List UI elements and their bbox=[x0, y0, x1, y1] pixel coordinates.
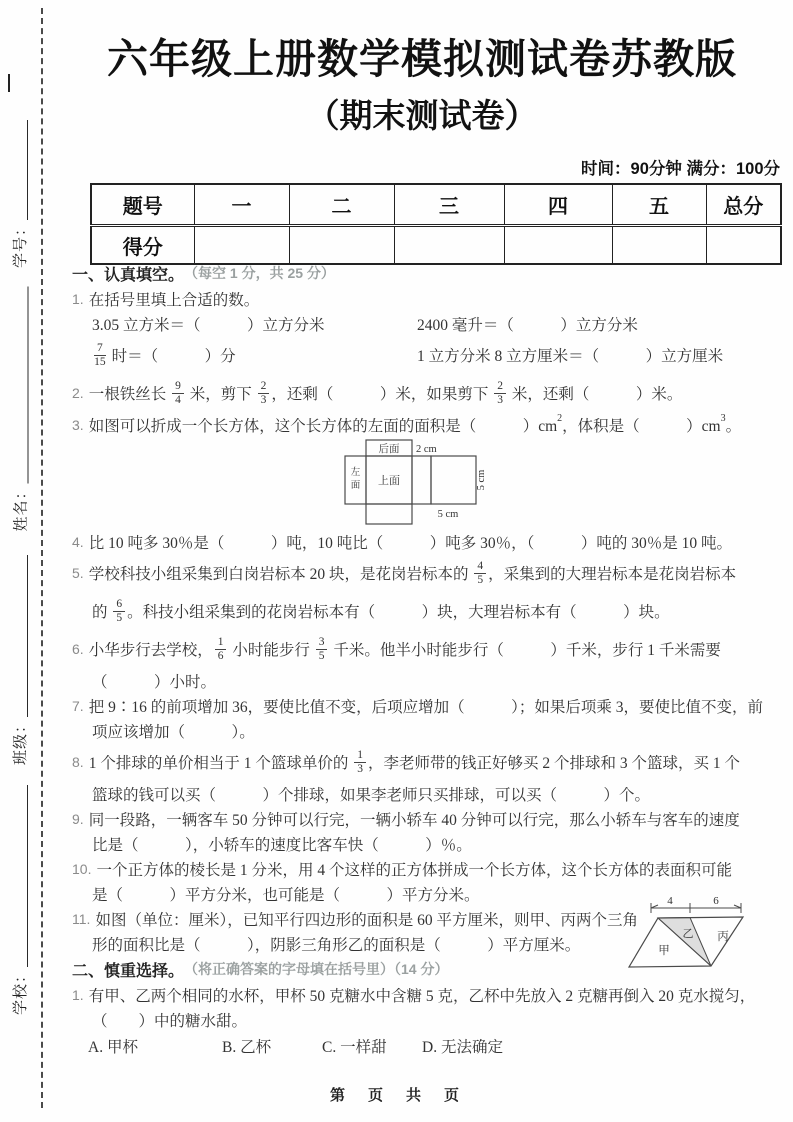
net-left-face-char1: 左 bbox=[350, 468, 361, 478]
fraction-numerator: 7 bbox=[94, 342, 106, 356]
fraction-numerator: 2 bbox=[258, 380, 270, 394]
score-cell bbox=[504, 226, 612, 265]
question-text: 篮球的钱可以买（ ）个排球，如果李老师只买排球，可以买（ ）个。 bbox=[92, 786, 651, 804]
exam-info: 时间：90分钟 满分：100分 bbox=[581, 160, 780, 178]
question-text: 一个正方体的棱长是 1 分米，用 4 个这样的正方体拼成一个长方体，这个长方体的表面积可能 bbox=[96, 861, 732, 879]
question-number: 6. bbox=[72, 641, 84, 657]
parallelogram-figure bbox=[624, 890, 789, 990]
question-line bbox=[72, 718, 786, 743]
fraction-denominator: 3 bbox=[260, 393, 267, 406]
question-line bbox=[72, 374, 786, 412]
question-column bbox=[417, 344, 723, 366]
page-footer: 第 页 共 页 bbox=[329, 1087, 463, 1104]
school-label: 学校： bbox=[13, 966, 29, 1015]
fraction-numerator: 1 bbox=[354, 749, 366, 763]
fraction-denominator: 5 bbox=[318, 649, 325, 662]
question-text: 千米。他半小时能步行（ ）千米，步行 1 千米需要 bbox=[329, 642, 721, 659]
score-cell bbox=[289, 226, 394, 265]
question-text: （ ）小时。 bbox=[92, 673, 217, 691]
triangle-yi-label: 乙 bbox=[682, 928, 694, 940]
question-column bbox=[92, 313, 417, 335]
question-text: 1 个排球的单价相当于 1 个篮球单价的 bbox=[88, 755, 353, 772]
score-row-label: 得分 bbox=[91, 226, 194, 265]
page-subtitle: （期末测试卷） bbox=[306, 97, 538, 134]
question-number: 8. bbox=[72, 754, 84, 770]
score-table-col-total: 总分 bbox=[706, 184, 781, 226]
question-line bbox=[72, 806, 786, 831]
option-item: A. 甲杯 bbox=[88, 1039, 138, 1056]
student-id-label: 学号： bbox=[13, 219, 29, 268]
section-title: 一、认真填空。 bbox=[72, 266, 185, 284]
fraction bbox=[494, 380, 506, 407]
class-field bbox=[9, 555, 31, 765]
fraction-denominator: 4 bbox=[175, 393, 181, 406]
question bbox=[72, 554, 786, 630]
question-text: 。 bbox=[725, 417, 742, 435]
question-line bbox=[72, 529, 786, 554]
question bbox=[72, 693, 786, 743]
question-number: 9. bbox=[72, 810, 84, 827]
question-text: 1 立方分米 8 立方厘米＝（ ）立方厘米 bbox=[417, 348, 724, 365]
question bbox=[72, 743, 786, 806]
question bbox=[72, 982, 786, 1060]
question-text: 米，还剩（ ）米。 bbox=[507, 386, 683, 403]
question-text: 把 9∶16 的前项增加 36，要使比值不变，后项应增加（ ）；如果后项乘 3，要使比值不变，前 bbox=[88, 698, 763, 716]
question-line bbox=[72, 336, 786, 374]
fraction-denominator: 3 bbox=[357, 762, 363, 775]
question-text: ，李老师带的钱正好够买 2 个排球和 3 个篮球，买 1 个 bbox=[367, 755, 740, 772]
fraction bbox=[316, 636, 328, 663]
section-note: （每空 1 分，共 25 分） bbox=[184, 265, 335, 281]
question-text: 同一段路，一辆客车 50 分钟可以行完，一辆小轿车 40 分钟可以行完，那么小轿车与客车的速度 bbox=[88, 811, 740, 829]
superscript: 2 bbox=[557, 413, 563, 424]
fraction-numerator: 4 bbox=[474, 560, 486, 574]
question-line bbox=[72, 554, 786, 592]
score-table bbox=[90, 183, 782, 265]
question-text: 比是（ ），小轿车的速度比客车快（ ）％。 bbox=[92, 836, 472, 854]
fraction bbox=[354, 749, 366, 776]
question bbox=[72, 529, 786, 554]
question-text: 的 bbox=[92, 604, 112, 621]
score-table-col-1: 一 bbox=[194, 184, 289, 226]
question-text: 形的面积比是（ ），阴影三角形乙的面积是（ ）平方厘米。 bbox=[92, 936, 581, 954]
fraction bbox=[172, 380, 184, 407]
fraction-denominator: 15 bbox=[94, 355, 106, 368]
question-line bbox=[72, 831, 786, 856]
fraction-denominator: 5 bbox=[116, 611, 123, 624]
question-line bbox=[72, 630, 786, 668]
fraction bbox=[113, 598, 125, 625]
question-line bbox=[72, 781, 786, 806]
section-header bbox=[72, 260, 786, 286]
student-id-field bbox=[9, 120, 31, 268]
class-blank bbox=[27, 555, 28, 717]
question-text: 是（ ）平方分米，也可能是（ ）平方分米。 bbox=[92, 886, 480, 904]
score-cell bbox=[194, 226, 289, 265]
school-blank bbox=[27, 785, 28, 967]
superscript: 3 bbox=[720, 413, 726, 424]
question-text: 项应该增加（ ）。 bbox=[92, 723, 255, 741]
school-field bbox=[9, 785, 31, 1015]
page-title: 六年级上册数学模拟测试卷苏教版 bbox=[107, 36, 737, 82]
box-net-figure bbox=[328, 437, 500, 529]
question-text: 比 10 吨多 30％是（ ）吨，10 吨比（ ）吨多 30％，（ ）吨的 30％是 10 吨。 bbox=[88, 534, 732, 552]
triangle-bing-label: 丙 bbox=[717, 931, 729, 943]
score-table-col-5: 五 bbox=[612, 184, 706, 226]
score-table-col-2: 二 bbox=[289, 184, 394, 226]
fraction bbox=[94, 342, 106, 369]
net-back-face-label: 后面 bbox=[378, 444, 400, 455]
question-number: 1. bbox=[72, 986, 84, 1003]
question-line bbox=[72, 856, 786, 881]
question-number: 5. bbox=[72, 565, 84, 581]
net-dim-top-label: 2 cm bbox=[416, 444, 437, 455]
question-text: 米，剪下 bbox=[185, 386, 256, 403]
fraction bbox=[215, 636, 227, 663]
fraction-denominator: 5 bbox=[477, 573, 484, 586]
score-cell bbox=[612, 226, 706, 265]
question-text: ，还剩（ ）米，如果剪下 bbox=[271, 386, 493, 403]
question-line bbox=[72, 592, 786, 630]
section-title: 二、慎重选择。 bbox=[72, 962, 185, 980]
score-cell bbox=[394, 226, 504, 265]
net-figure-wrapper bbox=[72, 437, 786, 529]
fraction-numerator: 3 bbox=[316, 636, 328, 650]
fold-dashed-line bbox=[41, 8, 43, 1108]
question-number: 3. bbox=[72, 416, 84, 433]
question-text: 小华步行去学校， bbox=[88, 642, 213, 659]
question-number: 1. bbox=[72, 290, 84, 307]
question-text: 。科技小组采集到的花岗岩标本有（ ）块，大理岩标本有（ ）块。 bbox=[127, 604, 670, 621]
question-line bbox=[72, 693, 786, 718]
question bbox=[72, 412, 786, 529]
question-text: 如图（单位：厘米），已知平行四边形的面积是 60 平方厘米，则甲、丙两个三角 bbox=[95, 911, 638, 929]
question-line bbox=[72, 668, 786, 693]
fraction-denominator: 6 bbox=[217, 649, 224, 662]
score-cell bbox=[706, 226, 781, 265]
fraction bbox=[258, 380, 270, 407]
score-table-col-4: 四 bbox=[504, 184, 612, 226]
question-number: 11. bbox=[72, 910, 91, 927]
question-number: 7. bbox=[72, 697, 84, 714]
question-line bbox=[72, 743, 786, 781]
question-text: 2400 毫升＝（ ）立方分米 bbox=[417, 316, 638, 334]
question-text: 一根铁丝长 bbox=[88, 386, 171, 403]
question-text: 小时能步行 bbox=[228, 642, 314, 659]
question-line bbox=[72, 286, 786, 311]
score-table-header-label: 题号 bbox=[91, 184, 194, 226]
student-id-blank bbox=[27, 120, 28, 220]
question-text: 3.05 立方米＝（ ）立方分米 bbox=[92, 316, 325, 334]
name-label: 姓名： bbox=[13, 483, 30, 532]
question-text: ，体积是（ ）cm bbox=[562, 417, 721, 435]
question-column bbox=[92, 342, 417, 369]
question bbox=[72, 374, 786, 412]
question-line bbox=[72, 1007, 786, 1032]
score-table-col-3: 三 bbox=[394, 184, 504, 226]
parallelogram-seg-right-label: 6 bbox=[713, 895, 719, 907]
question-text: 有甲、乙两个相同的水杯，甲杯 50 克糖水中含糖 5 克，乙杯中先放入 2 克糖再倒入 20 克水搅匀， bbox=[88, 987, 756, 1005]
question-number: 4. bbox=[72, 533, 84, 550]
option-item: B. 乙杯 bbox=[222, 1039, 272, 1056]
fraction-numerator: 2 bbox=[494, 380, 506, 394]
section-note: （将正确答案的字母填在括号里）（14 分） bbox=[184, 961, 449, 977]
question-text: （ ）中的糖水甜。 bbox=[92, 1012, 248, 1030]
question bbox=[72, 630, 786, 693]
question-column bbox=[417, 313, 638, 335]
fraction-numerator: 9 bbox=[172, 380, 184, 394]
registration-mark bbox=[8, 74, 10, 92]
question-number: 10. bbox=[72, 860, 92, 877]
options-row bbox=[72, 1032, 786, 1060]
fraction-numerator: 6 bbox=[113, 598, 125, 612]
question-text: ，采集到的大理岩标本是花岗岩标本 bbox=[488, 566, 737, 583]
questions-area bbox=[72, 260, 786, 1060]
question-text: 学校科技小组采集到白岗岩标本 20 块，是花岗岩标本的 bbox=[88, 566, 473, 583]
question-number: 2. bbox=[72, 385, 84, 401]
question-text: 在括号里填上合适的数。 bbox=[88, 291, 260, 309]
question-text: 时＝（ ）分 bbox=[107, 348, 236, 365]
net-left-face-char2: 面 bbox=[350, 481, 361, 491]
question-line bbox=[72, 311, 786, 336]
fraction-denominator: 3 bbox=[497, 393, 503, 406]
fraction bbox=[474, 560, 486, 587]
question bbox=[72, 806, 786, 856]
class-label: 班级： bbox=[13, 716, 29, 765]
option-item: C. 一样甜 bbox=[322, 1039, 387, 1056]
net-dim-bottom-label: 5 cm bbox=[437, 509, 459, 520]
option-item: D. 无法确定 bbox=[422, 1039, 503, 1056]
question bbox=[72, 286, 786, 374]
name-blank bbox=[28, 287, 29, 484]
net-dim-right-label: 5 cm bbox=[476, 469, 487, 491]
question-line bbox=[72, 412, 786, 437]
fraction-numerator: 1 bbox=[215, 636, 227, 650]
triangle-jia-label: 甲 bbox=[658, 945, 670, 957]
net-top-face-label: 上面 bbox=[378, 475, 400, 487]
question-text: 如图可以折成一个长方体，这个长方体的左面的面积是（ ）cm bbox=[88, 417, 558, 435]
parallelogram-seg-left-label: 4 bbox=[667, 895, 673, 907]
name-field bbox=[10, 287, 32, 532]
